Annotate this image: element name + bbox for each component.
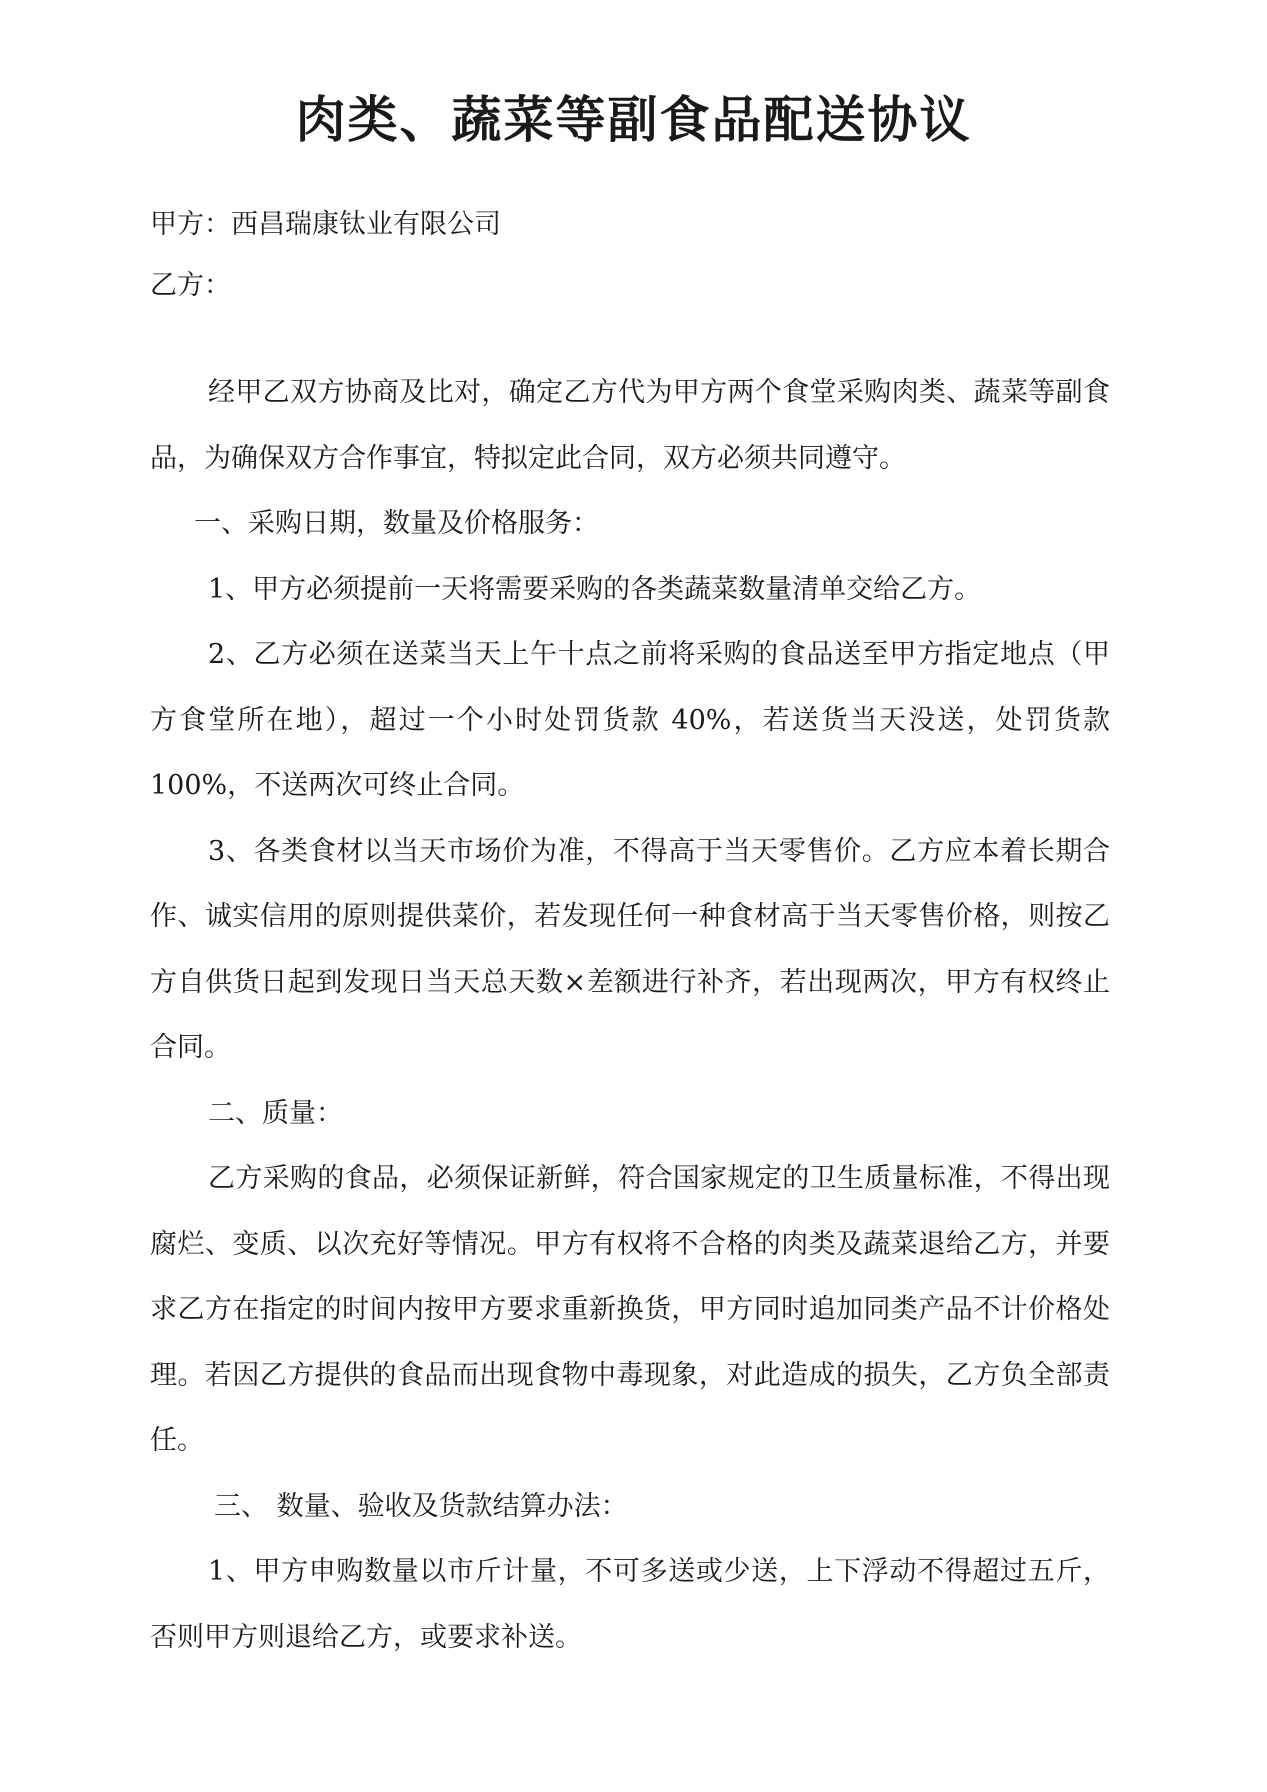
contract-body: [150, 360, 1110, 1670]
section1-heading: 一、采购日期，数量及价格服务：: [194, 508, 599, 539]
section1-item-2: 2、乙方必须在送菜当天上午十点之前将采购的食品送至甲方指定地点（甲方食堂所在地），超过一个小时处罚货款 40%，若送货当天没送，处罚货款 100%，不送两次可终止合同。: [150, 639, 1110, 801]
section3-heading: 三、 数量、验收及货款结算办法：: [214, 1490, 628, 1522]
party-a: 甲方：西昌瑞康钛业有限公司: [150, 209, 501, 240]
section1-item-1: 1、甲方必须提前一天将需要采购的各类蔬菜数量清单交给乙方。: [208, 573, 982, 605]
section3-item-1: 1、甲方申购数量以市斤计量，不可多送或少送，上下浮动不得超过五斤，否则甲方则退给乙方，或要求补送。: [150, 1556, 1110, 1653]
section1-item-3: 3、各类食材以当天市场价为准，不得高于当天零售价。乙方应本着长期合作、诚实信用的原则提供菜价，若发现任何一种食材高于当天零售价格，则按乙方自供货日起到发现日当天总天数×差额进行补齐，若出现两次，甲方有权终止合同。: [150, 835, 1110, 1063]
section2-heading: 二、质量：: [208, 1097, 343, 1129]
party-b: 乙方：: [150, 270, 231, 301]
section2-paragraph: 乙方采购的食品，必须保证新鲜，符合国家规定的卫生质量标准，不得出现腐烂、变质、以次充好等情况。甲方有权将不合格的肉类及蔬菜退给乙方，并要求乙方在指定的时间内按甲方要求重新换货，甲方同时追加同类产品不计价格处理。若因乙方提供的食品而出现食物中毒现象，对此造成的损失，乙方负全部责任。: [150, 1163, 1110, 1456]
document-title: 肉类、蔬菜等副食品配送协议: [295, 91, 972, 149]
intro-paragraph: 经甲乙双方协商及比对，确定乙方代为甲方两个食堂采购肉类、蔬菜等副食品，为确保双方合作事宜，特拟定此合同，双方必须共同遵守。: [150, 377, 1110, 474]
